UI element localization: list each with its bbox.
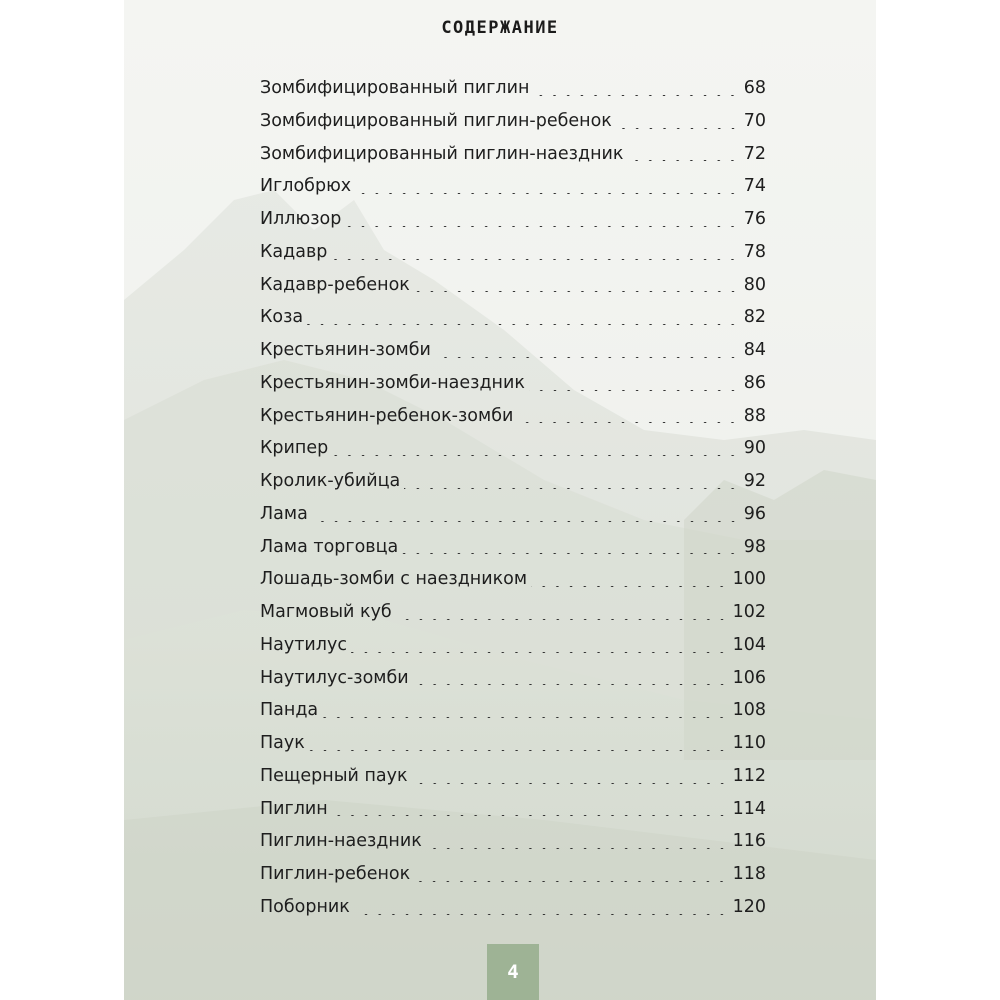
toc-entry-page: 98 (743, 536, 766, 557)
toc-leader-dots (331, 259, 739, 260)
toc-entry-title: Крестьянин-ребенок-зомби (260, 405, 514, 426)
toc-entry-title: Пещерный паук (260, 765, 408, 786)
toc-entry-page: 114 (732, 798, 766, 819)
toc-entry[interactable] (260, 72, 766, 105)
toc-entry-title: Лошадь-зомби с наездником (260, 569, 528, 590)
table-of-contents (260, 72, 766, 924)
toc-leader-dots (531, 586, 729, 587)
toc-entry-page: 84 (743, 340, 766, 360)
toc-entry-page: 102 (732, 602, 766, 622)
toc-entry-title: Поборник (260, 896, 350, 917)
toc-entry-page: 116 (732, 831, 766, 852)
toc-leader-dots (627, 160, 739, 161)
toc-entry-page: 92 (743, 471, 766, 491)
toc-leader-dots (413, 684, 729, 685)
toc-entry[interactable] (260, 432, 766, 465)
toc-entry[interactable] (260, 858, 766, 891)
toc-entry-title: Крестьянин-зомби (260, 340, 431, 360)
toc-entry[interactable] (260, 138, 766, 171)
toc-entry-page: 104 (732, 634, 766, 655)
toc-entry-page: 86 (743, 372, 766, 393)
toc-entry-title: Зомбифицированный пиглин (260, 78, 530, 98)
toc-entry[interactable] (260, 334, 766, 367)
toc-leader-dots (404, 488, 740, 489)
toc-leader-dots (332, 815, 729, 816)
toc-entry[interactable] (260, 105, 766, 138)
toc-entry[interactable] (260, 400, 766, 433)
toc-entry[interactable] (260, 367, 766, 400)
toc-leader-dots (309, 750, 729, 751)
toc-entry-title: Лама торговца (260, 536, 399, 557)
toc-entry-title: Пиглин (260, 798, 328, 819)
toc-entry-page: 80 (743, 274, 766, 295)
toc-entry[interactable] (260, 203, 766, 236)
toc-entry-page: 68 (743, 78, 766, 98)
toc-leader-dots (307, 324, 740, 325)
toc-leader-dots (312, 521, 740, 522)
toc-entry-page: 106 (732, 667, 766, 688)
toc-entry-page: 72 (743, 143, 766, 164)
toc-entry-title: Кадавр-ребенок (260, 274, 410, 295)
toc-entry[interactable] (260, 236, 766, 269)
toc-leader-dots (414, 291, 740, 292)
toc-entry-title: Магмовый куб (260, 602, 392, 622)
toc-entry-title: Панда (260, 700, 319, 721)
toc-leader-dots (533, 95, 739, 96)
toc-entry-title: Паук (260, 733, 305, 753)
toc-entry[interactable] (260, 694, 766, 727)
toc-leader-dots (354, 914, 729, 915)
toc-entry[interactable] (260, 596, 766, 629)
toc-leader-dots (616, 128, 740, 129)
toc-entry[interactable] (260, 891, 766, 924)
toc-entry-page: 120 (732, 896, 766, 917)
toc-entry-title: Иллюзор (260, 209, 342, 229)
toc-entry-title: Пиглин-наездник (260, 831, 422, 852)
toc-entry-title: Кролик-убийца (260, 471, 401, 491)
toc-entry[interactable] (260, 793, 766, 826)
toc-entry-title: Наутилус-зомби (260, 667, 409, 688)
toc-entry-page: 90 (743, 438, 766, 459)
toc-entry[interactable] (260, 465, 766, 498)
toc-entry-page: 82 (743, 307, 766, 328)
toc-entry-page: 112 (732, 765, 766, 786)
toc-leader-dots (402, 553, 739, 554)
page-number-badge: 4 (487, 944, 539, 1000)
toc-entry-page: 108 (732, 700, 766, 721)
toc-leader-dots (351, 652, 729, 653)
toc-entry-title: Зомбифицированный пиглин-наездник (260, 143, 624, 164)
toc-entry[interactable] (260, 563, 766, 596)
toc-entry-page: 100 (732, 569, 766, 590)
toc-entry[interactable] (260, 629, 766, 662)
toc-entry-title: Иглобрюх (260, 176, 352, 197)
toc-entry[interactable] (260, 760, 766, 793)
toc-leader-dots (355, 193, 740, 194)
toc-leader-dots (345, 226, 739, 227)
toc-entry-page: 118 (732, 864, 766, 884)
toc-entry[interactable] (260, 727, 766, 760)
toc-entry[interactable] (260, 498, 766, 531)
toc-leader-dots (414, 881, 728, 882)
toc-leader-dots (396, 619, 729, 620)
toc-entry-title: Крестьянин-зомби-наездник (260, 372, 525, 393)
toc-entry-title: Зомбифицированный пиглин-ребенок (260, 110, 612, 131)
toc-entry-page: 74 (743, 176, 766, 197)
toc-leader-dots (332, 455, 739, 456)
toc-entry-page: 78 (743, 241, 766, 262)
book-page (124, 0, 876, 1000)
toc-leader-dots (517, 422, 739, 423)
toc-entry-page: 110 (732, 733, 766, 753)
toc-entry[interactable] (260, 269, 766, 302)
toc-entry-title: Лама (260, 503, 308, 524)
toc-leader-dots (426, 848, 729, 849)
toc-entry-title: Крипер (260, 438, 329, 459)
toc-entry-page: 70 (743, 110, 766, 131)
toc-entry[interactable] (260, 825, 766, 858)
toc-leader-dots (529, 390, 740, 391)
toc-entry-page: 88 (743, 405, 766, 426)
toc-entry-title: Наутилус (260, 634, 347, 655)
toc-entry-title: Пиглин-ребенок (260, 864, 411, 884)
toc-entry[interactable] (260, 662, 766, 695)
toc-entry-page: 96 (743, 503, 766, 524)
page-title: СОДЕРЖАНИЕ (441, 18, 559, 38)
toc-leader-dots (435, 357, 740, 358)
toc-entry[interactable] (260, 301, 766, 334)
toc-entry[interactable] (260, 531, 766, 564)
toc-entry-title: Коза (260, 307, 304, 328)
toc-leader-dots (412, 783, 729, 784)
toc-leader-dots (322, 717, 728, 718)
toc-entry-title: Кадавр (260, 241, 328, 262)
toc-entry[interactable] (260, 170, 766, 203)
toc-entry-page: 76 (743, 209, 766, 229)
